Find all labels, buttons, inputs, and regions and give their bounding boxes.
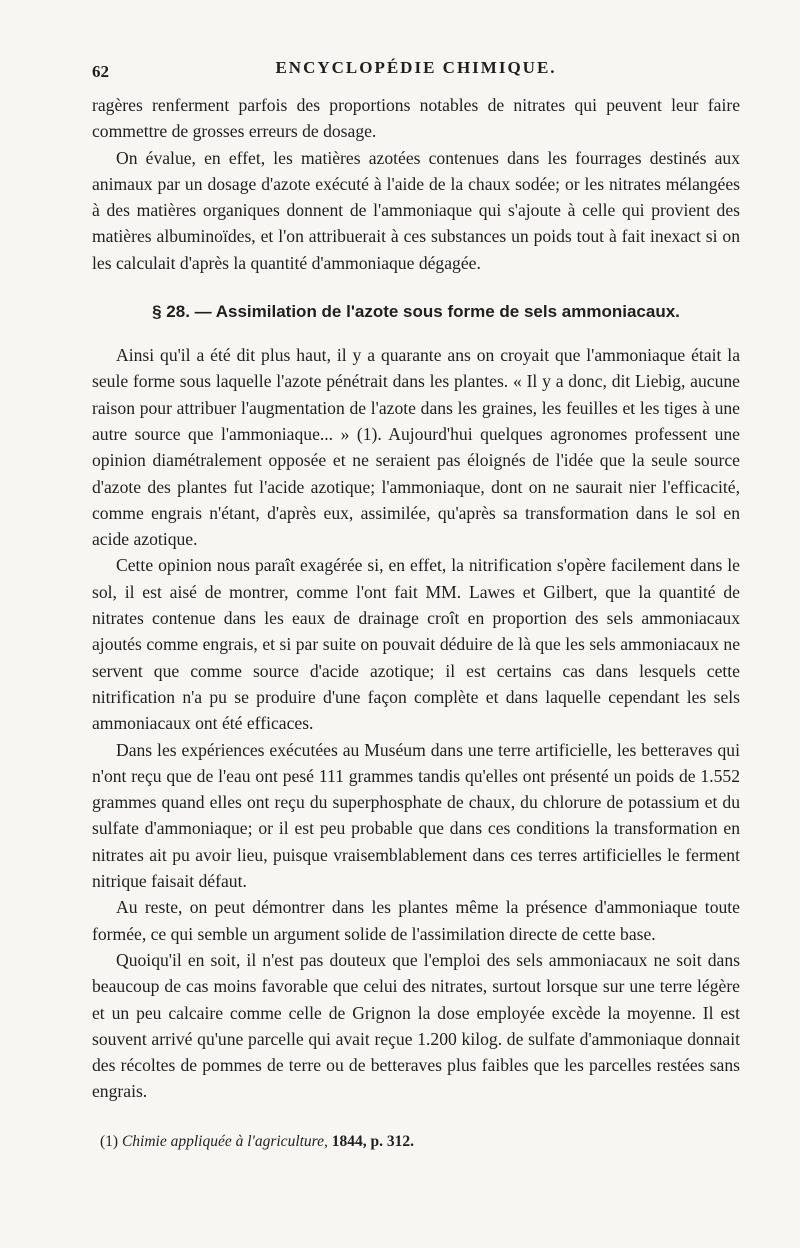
section-title-text: — Assimilation de l'azote sous forme de sels ammoniacaux. [194,302,680,322]
running-head [92,56,740,84]
footnote-title: Chimie appliquée à l'agriculture, [121,1132,328,1150]
paragraph: Au reste, on peut démontrer dans les plantes même la présence d'ammoniaque toute formée, ce qui semble un argument solide de l'assimilation directe de cette base. [92,897,740,944]
running-title: ENCYCLOPÉDIE CHIMIQUE. [275,58,557,77]
footnote-marker: (1) [100,1132,119,1150]
section-number: § 28. [152,302,190,322]
paragraph: Dans les expériences exécutées au Muséum dans une terre artificielle, les betteraves qui n'ont reçu que de l'eau ont pesé 111 grammes tandis qu'elles ont présenté un poids de 1.552 grammes quand elles ont reçu du superphosphate de chaux, du chlorure de potassium et du sulfate d'ammoniaque; or il est peu probable que dans ces conditions la transformation en nitrates ait pu avoir lieu, puisque vraisemblablement dans ces terres artificielles le ferment nitrique faisait défaut. [92,739,740,892]
footnote-year: 1844, [331,1132,367,1150]
footnote-page: p. 312. [370,1132,415,1150]
paragraph: Ainsi qu'il a été dit plus haut, il y a quarante ans on croyait que l'ammoniaque était la seule forme sous laquelle l'azote pénétrait dans les plantes. « Il y a donc, dit Liebig, aucune raison pour attribuer l'augmentation de l'azote dans les graines, les feuilles et les tiges à une autre source que l'ammoniaque... » (1). Aujourd'hui quelques agronomes professent une opinion diamétralement opposée et ne seraient pas éloignés de l'idée que la seule source d'azote des plantes fut l'acide azotique; l'ammoniaque, dont on ne saurait nier l'efficacité, comme engrais n'étant, d'après eux, assimilée, qu'après sa transformation dans le sol en acide azotique. [92,345,740,550]
section-heading [92,300,740,324]
paragraph: Cette opinion nous paraît exagérée si, en effet, la nitrification s'opère facilement dans le sol, il est aisé de montrer, comme l'ont fait MM. Lawes et Gilbert, que la quantité de nitrates contenue dans les eaux de drainage croît en proportion des sels ammoniacaux ajoutés comme engrais, et si par suite on pouvait déduire de là que les sels ammoniacaux ne servent que comme source d'acide azotique; il est certains cas dans lesquels cette nitrification n'a pu se produire d'une façon complète et dans laquelle cependant les sels ammoniacaux ont été efficaces. [92,555,740,734]
document-page [92,56,740,1153]
paragraph: ragères renferment parfois des proportions notables de nitrates qui peuvent leur faire commettre de grosses erreurs de dosage. [92,95,740,142]
page-number: 62 [92,62,109,81]
paragraph: On évalue, en effet, les matières azotées contenues dans les fourrages destinés aux animaux par un dosage d'azote exécuté à l'aide de la chaux sodée; or les nitrates mélangées à des matières organiques donnent de l'ammoniaque qui s'ajoute à celle qui provient des matières albuminoïdes, et l'on attribuerait à ces substances un poids tout à fait inexact si on les calculait d'après la quantité d'ammoniaque dégagée. [92,147,740,273]
paragraph: Quoiqu'il en soit, il n'est pas douteux que l'emploi des sels ammoniacaux ne soit dans beaucoup de cas moins favorable que celui des nitrates, surtout lorsque sur une terre légère et un peu calcaire comme celle de Grignon la dose employée excède la moyenne. Il est souvent arrivé qu'une parcelle qui avait reçue 1.200 kilog. de sulfate d'ammoniaque donnait des récoltes de pommes de terre ou de betteraves plus faibles que les parcelles restées sans engrais. [92,949,740,1102]
footnote [92,1131,740,1153]
